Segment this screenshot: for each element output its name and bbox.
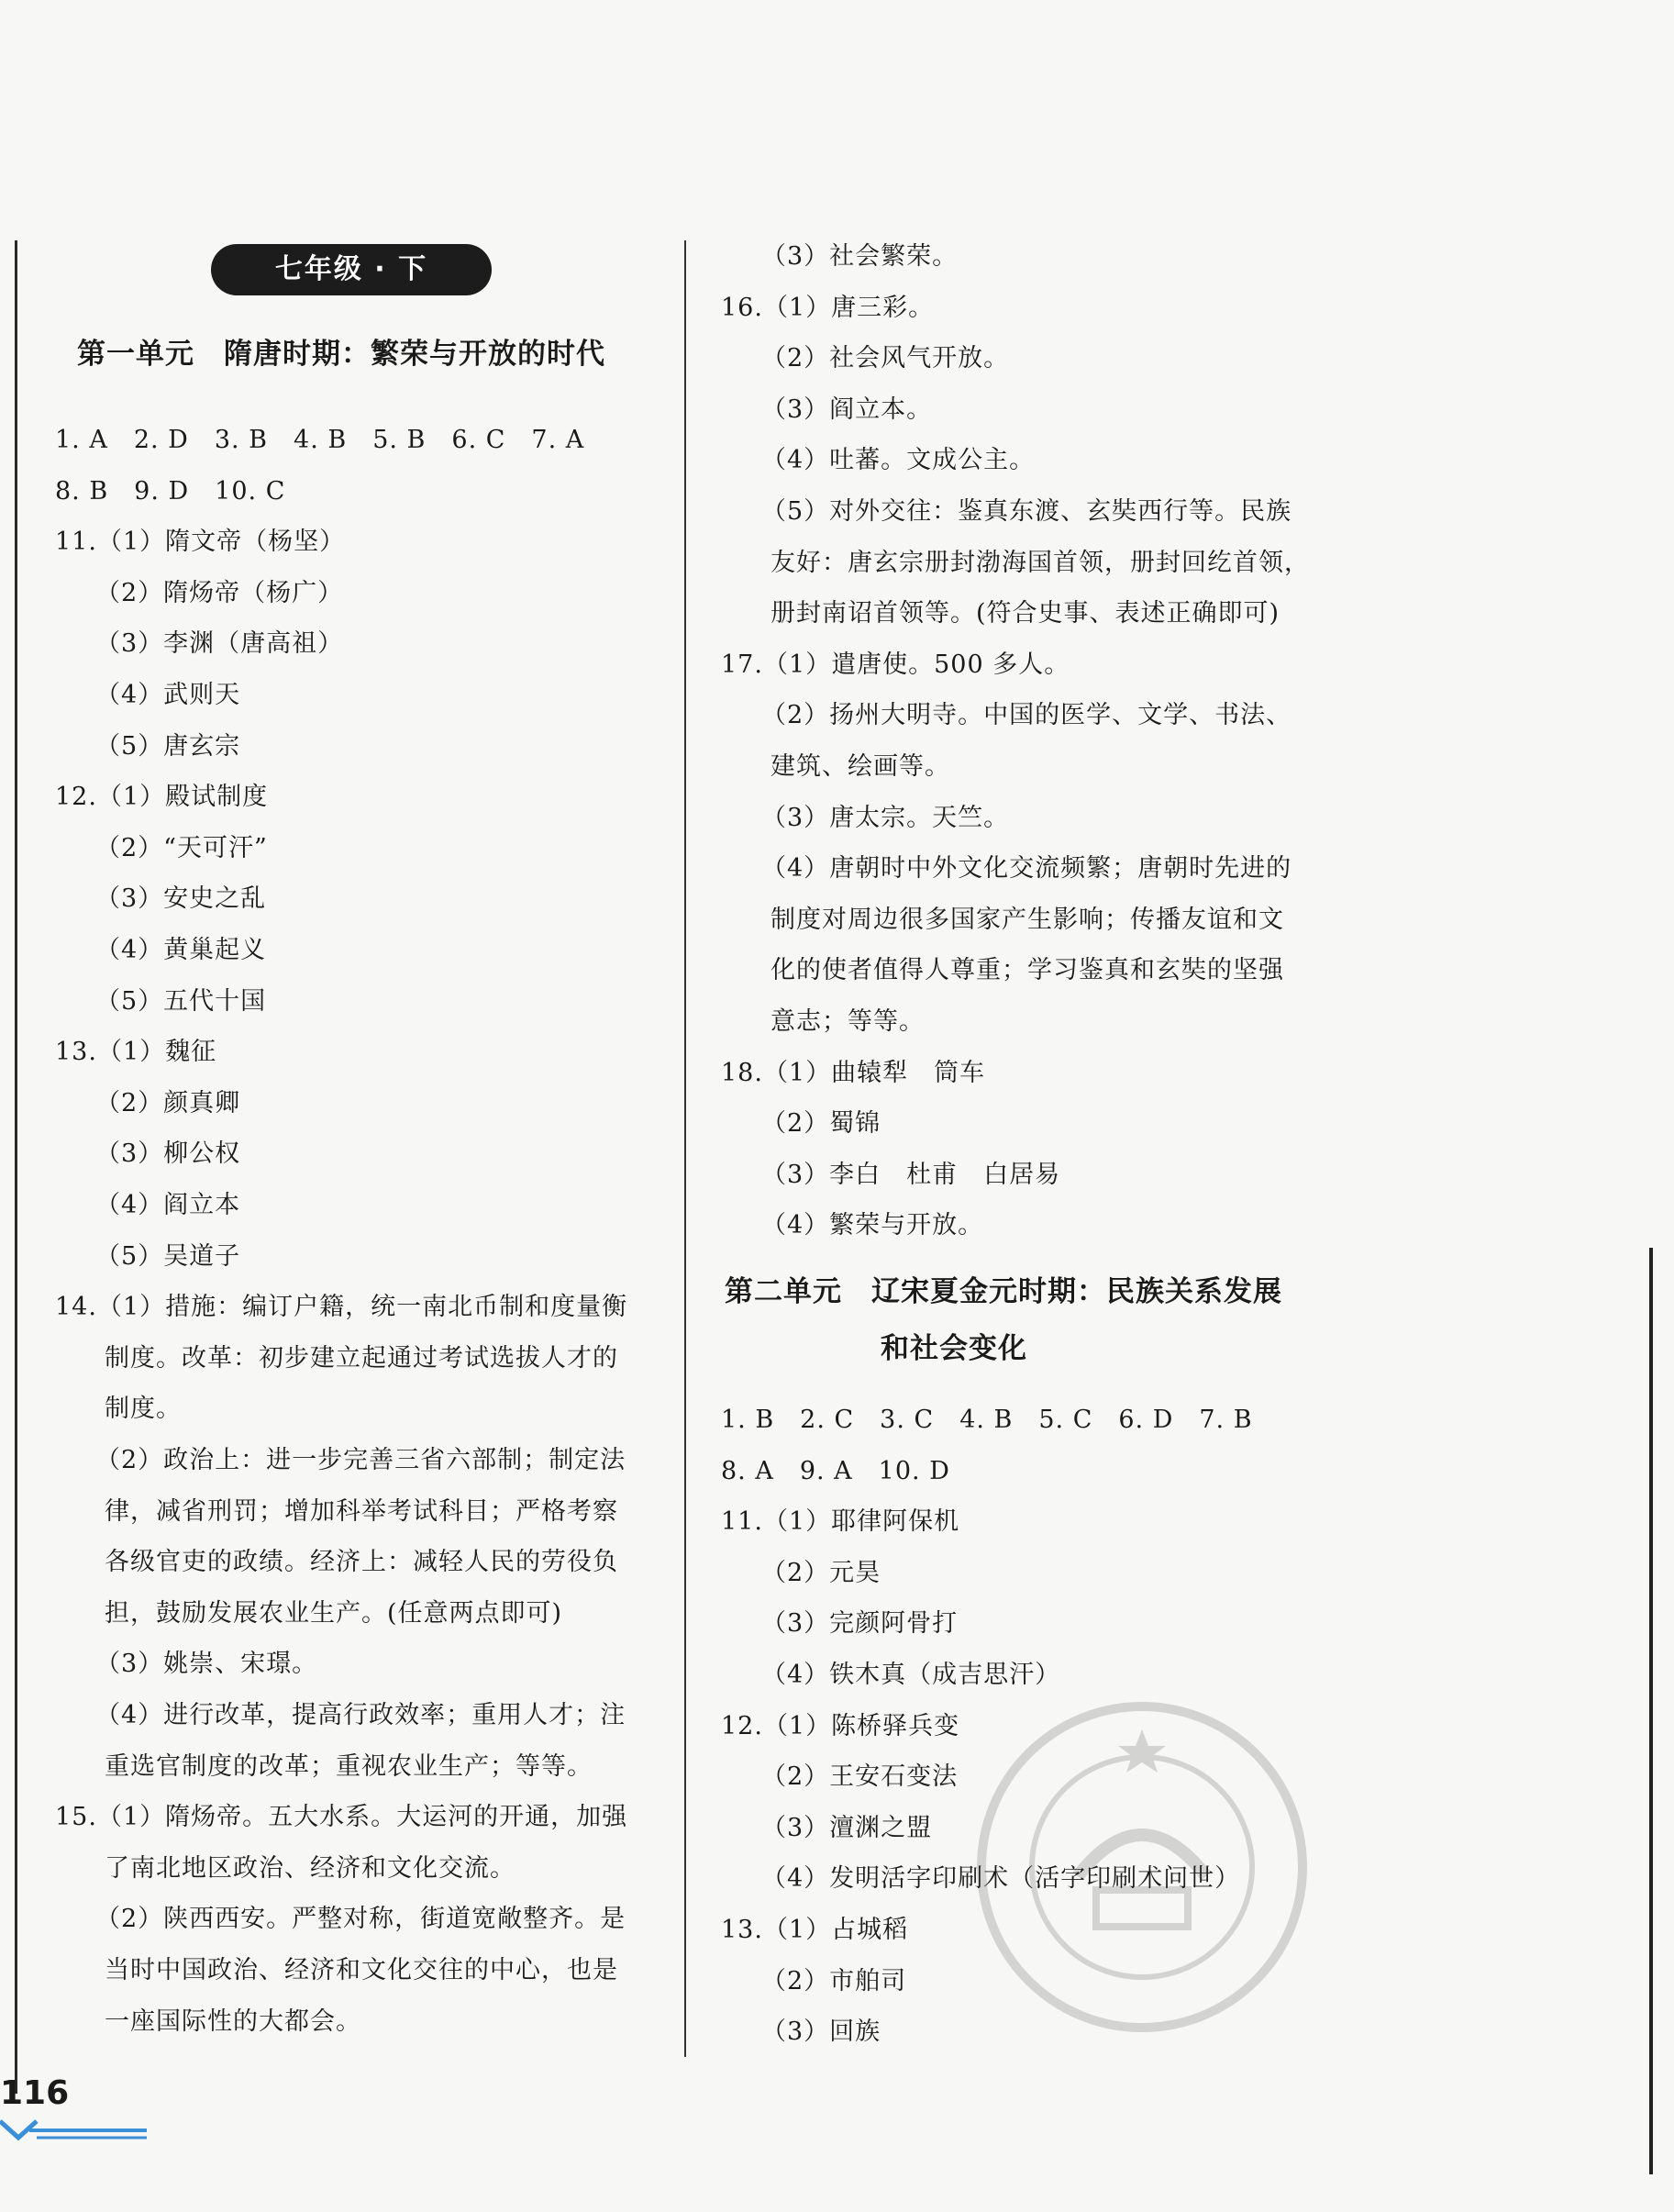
answer-line: 16.（1）唐三彩。: [721, 293, 935, 322]
page-number: 116: [0, 2074, 70, 2112]
answer-line: 制度对周边很多国家产生影响；传播友谊和文: [770, 905, 1284, 934]
answer-line: （3）唐太宗。天竺。: [761, 803, 1010, 832]
answer-line: （4）黄巢起义: [95, 936, 267, 964]
answer-line: （2）蜀锦: [761, 1109, 881, 1139]
answer-line: （5）五代十国: [95, 986, 267, 1016]
answer-line: （2）市舶司: [761, 1966, 907, 1995]
answer-line: （4）发明活字印刷术（活字印刷术问世）: [761, 1864, 1241, 1894]
answer-line: （3）完颜阿骨打: [761, 1609, 959, 1639]
answer-line: 11.（1）隋文帝（杨坚）: [55, 528, 346, 557]
answer-line: 1. B 2. C 3. C 4. B 5. C 6. D 7. B: [721, 1406, 1253, 1434]
answer-line: （2）社会风气开放。: [761, 344, 1010, 373]
answer-line: （3）澶渊之盟: [761, 1813, 933, 1842]
answer-line: （3）安史之乱: [95, 884, 267, 914]
answer-line: （3）姚崇、宋璟。: [95, 1650, 318, 1679]
answer-line: 11.（1）耶律阿保机: [721, 1507, 960, 1537]
column-divider: [684, 240, 686, 2057]
answer-line: 13.（1）魏征: [55, 1038, 217, 1067]
answer-line: 重选官制度的改革；重视农业生产；等等。: [105, 1751, 593, 1781]
answer-line: 了南北地区政治、经济和文化交流。: [105, 1853, 516, 1883]
answer-line: 友好：唐玄宗册封渤海国首领，册封回纥首领，: [770, 548, 1310, 577]
answer-line: 15.（1）隋炀帝。五大水系。大运河的开通，加强: [55, 1803, 628, 1832]
answer-line: 担，鼓励发展农业生产。(任意两点即可): [105, 1598, 563, 1628]
unit1-title: 第一单元 隋唐时期：繁荣与开放的时代: [77, 338, 605, 371]
answer-line: （5）吴道子: [95, 1241, 241, 1271]
answer-line: 当时中国政治、经济和文化交往的中心，也是: [105, 1956, 618, 1984]
answer-line: 一座国际性的大都会。: [105, 2006, 361, 2036]
answer-line: （3）社会繁荣。: [761, 242, 959, 271]
answer-line: 化的使者值得人尊重；学习鉴真和玄奘的坚强: [770, 956, 1284, 985]
answer-line: 12.（1）殿试制度: [55, 783, 269, 812]
page-edge-left: [15, 240, 17, 2094]
answer-line: （4）武则天: [95, 681, 241, 709]
page-number-chevron-icon: [0, 2118, 147, 2145]
answer-line: （3）李白 杜甫 白居易: [761, 1160, 1061, 1189]
answer-line: （4）铁木真（成吉思汗）: [761, 1661, 1061, 1689]
answer-line: （2）陕西西安。严整对称，街道宽敞整齐。是: [95, 1905, 626, 1934]
answer-line: 17.（1）遣唐使。500 多人。: [721, 650, 1070, 679]
answer-line: （2）扬州大明寺。中国的医学、文学、书法、: [761, 701, 1292, 730]
answer-line: 13.（1）占城稻: [721, 1916, 909, 1944]
answer-line: 12.（1）陈桥驿兵变: [721, 1711, 960, 1740]
unit2-title-line2: 和社会变化: [881, 1332, 1027, 1365]
answer-line: （4）阎立本: [95, 1191, 241, 1219]
answer-line: （2）王安石变法: [761, 1762, 959, 1792]
answer-line: 制度。改革：初步建立起通过考试选拔人才的: [105, 1343, 618, 1373]
grade-badge: 七年级 · 下: [211, 244, 492, 295]
answer-line: （2）元昊: [761, 1558, 881, 1587]
answer-line: 18.（1）曲辕犁 筒车: [721, 1058, 986, 1087]
answer-line: 制度。: [105, 1395, 182, 1424]
page-edge-right: [1649, 1248, 1653, 2174]
answer-line: 意志；等等。: [770, 1007, 925, 1036]
answer-line: （3）李渊（唐高祖）: [95, 629, 344, 659]
jingying-stamp-watermark: [968, 1693, 1316, 2041]
unit2-title-line1: 第二单元 辽宋夏金元时期：民族关系发展: [725, 1275, 1282, 1308]
answer-line: 8. A 9. A 10. D: [721, 1456, 950, 1485]
answer-line: （2）颜真卿: [95, 1088, 241, 1117]
answer-line: 各级官吏的政绩。经济上：减轻人民的劳役负: [105, 1548, 618, 1577]
answer-line: （2）政治上：进一步完善三省六部制；制定法: [95, 1446, 626, 1474]
answer-line: （4）唐朝时中外文化交流频繁；唐朝时先进的: [761, 854, 1292, 884]
answer-line: （2）隋炀帝（杨广）: [95, 578, 344, 607]
answer-line: 建筑、绘画等。: [770, 752, 950, 781]
answer-line: （2）“天可汗”: [95, 833, 268, 862]
answer-line: （5）对外交往：鉴真东渡、玄奘西行等。民族: [761, 497, 1292, 526]
answer-line: 册封南诏首领等。(符合史事、表述正确即可): [770, 599, 1280, 628]
answer-line: （3）回族: [761, 2017, 881, 2047]
answer-line: （4）繁荣与开放。: [761, 1211, 984, 1240]
answer-line: 14.（1）措施：编订户籍，统一南北币制和度量衡: [55, 1293, 628, 1322]
answer-line: （5）唐玄宗: [95, 731, 241, 761]
answer-line: （4）进行改革，提高行政效率；重用人才；注: [95, 1701, 626, 1729]
answer-line: 8. B 9. D 10. C: [55, 476, 286, 506]
answer-line: （3）柳公权: [95, 1139, 241, 1169]
answer-line: （4）吐蕃。文成公主。: [761, 446, 1036, 475]
answer-line: 律，减省刑罚；增加科举考试科目；严格考察: [105, 1496, 618, 1526]
answer-line: 1. A 2. D 3. B 4. B 5. B 6. C 7. A: [55, 426, 585, 454]
answer-line: （3）阎立本。: [761, 395, 933, 424]
